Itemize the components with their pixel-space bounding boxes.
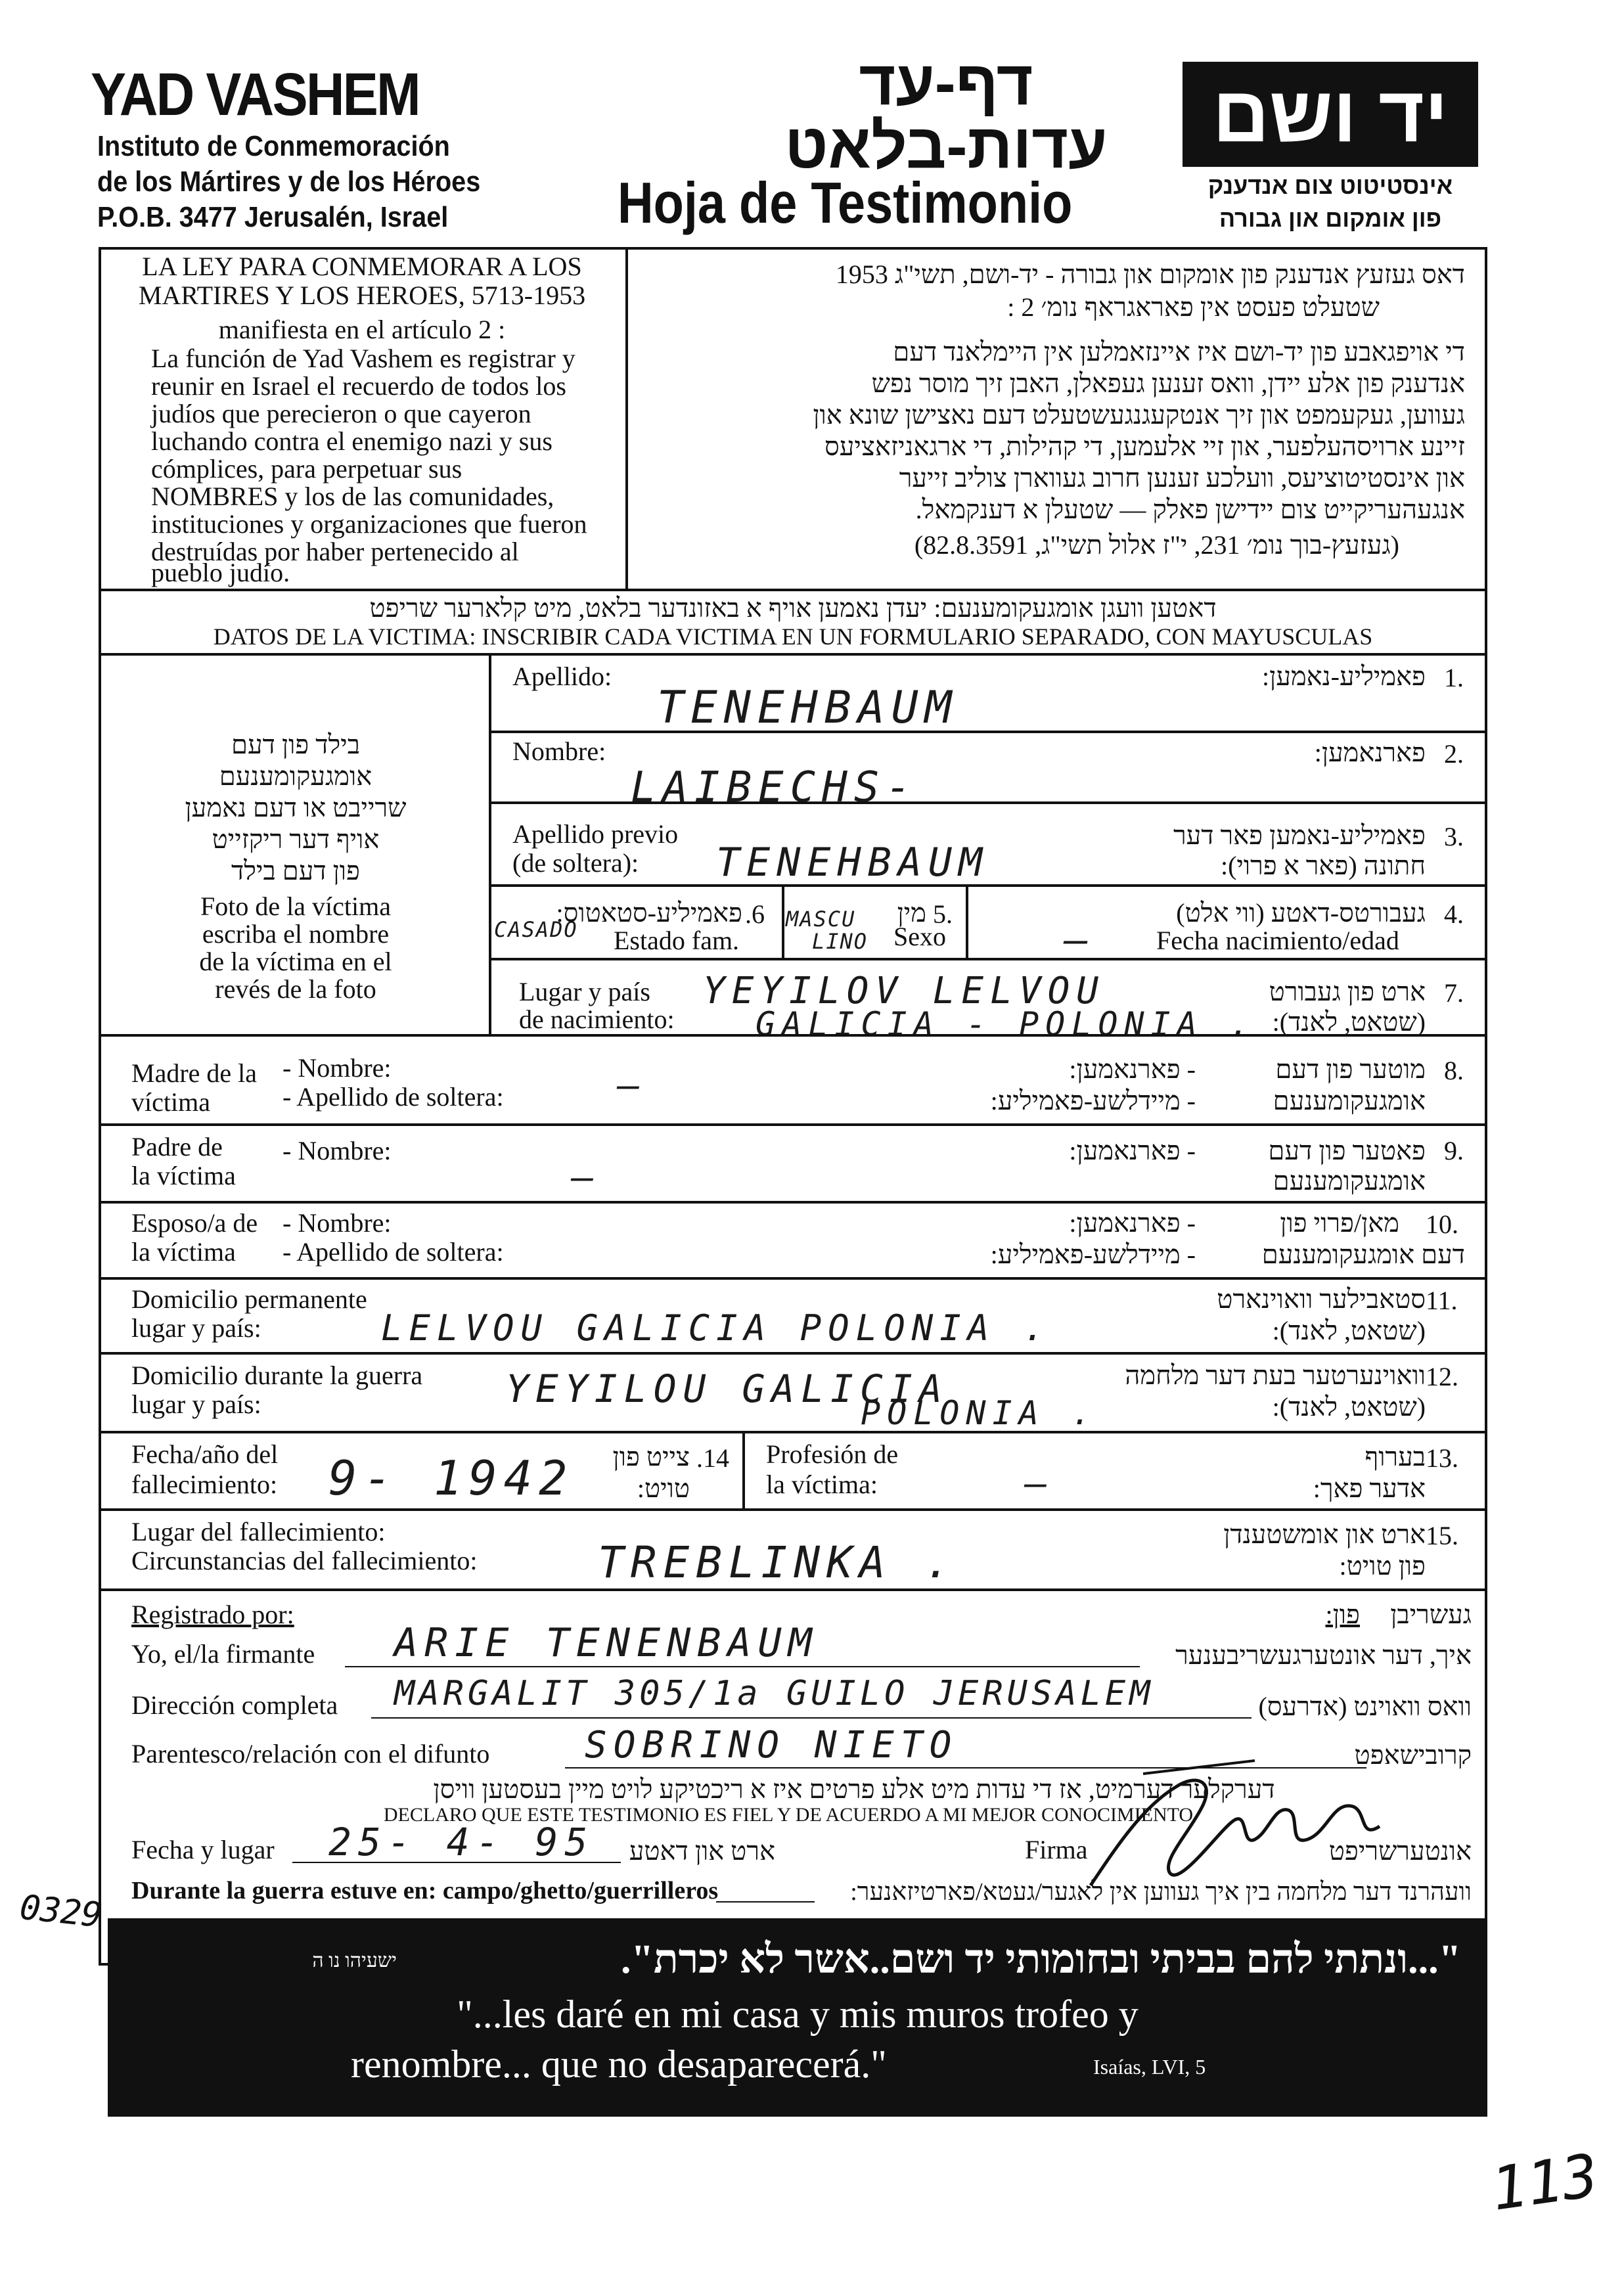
field-9-number: 9. [1444, 1136, 1464, 1165]
law-heb-0: דאס געזעץ אנדענק פון אומקום און גבורה - יד-ושם, תשי"ג 1953 [835, 259, 1465, 289]
law-heb-4: געווען, געקעמפט און זיך אנטקעגנגעשטעלט דעם נאצישן שונא און [813, 400, 1465, 430]
field-1-heb: פאמיליע-נאמען: [1262, 662, 1426, 691]
date-value[interactable]: 25- 4- 95 [328, 1820, 595, 1864]
footer-es-line-1: "...les daré en mi casa y mis muros trofeo y [457, 1993, 1139, 2036]
law-body-2: judíos que perecieron o que cayeron [151, 399, 531, 428]
field-15-heb-2: פון טויט: [1339, 1551, 1426, 1581]
field-7-heb-2: (שטאט, לאנד): [1272, 1007, 1426, 1037]
field-6-number: .6 [745, 899, 765, 929]
footer-heb-ref: ישעיהו נו ה [312, 1950, 397, 1971]
address-value[interactable]: MARGALIT 305/1a GUILO JERUSALEM [394, 1674, 1154, 1713]
law-heb-7: אנגעהעריקייט צום יידישן פאלק — שטעלן א דענקמאל. [915, 495, 1465, 524]
photo-heb-0: בילד פון דעם [231, 730, 360, 759]
row-line-8 [99, 1123, 1487, 1126]
field-5-label: Sexo [893, 922, 946, 951]
law-bottom-line [99, 589, 1487, 591]
law-divider [625, 247, 628, 590]
field-8-number: 8. [1444, 1056, 1464, 1085]
field-11-heb-1: סטאבילער וואוינארט [1217, 1284, 1426, 1314]
field-7-label-1: Lugar y país [519, 977, 650, 1006]
law-heb-5: זיינע ארויסהעלפער, און זיי אלעמען, די קהילות, די ארגאניזאציעס [824, 432, 1465, 461]
field-10-maiden-label: - Apellido de soltera: [282, 1237, 504, 1267]
field-9-heb-name: - פארנאמען: [1069, 1136, 1196, 1165]
field-5-divider [966, 884, 968, 958]
field-8-heb-2: אומגעקומענעם [1273, 1086, 1426, 1115]
row-line-4 [489, 958, 1487, 960]
war-underline [716, 1901, 815, 1903]
field-9-name-label: - Nombre: [282, 1136, 392, 1165]
field-4-value[interactable]: — [1064, 917, 1095, 963]
row-line-3 [489, 884, 1487, 887]
field-11-number: 11. [1426, 1286, 1458, 1315]
field-11-heb-2: (שטאט, לאנד): [1272, 1316, 1426, 1345]
field-10-heb-1: מאן/פרוי פון [1280, 1208, 1399, 1238]
law-title-1: LA LEY PARA CONMEMORAR A LOS [142, 252, 582, 281]
field-15-label-1: Lugar del fallecimiento: [131, 1517, 386, 1546]
war-heb: וועהרנד דער מלחמה בין איך געווען אין לאגער/געטא/פארטיזאנער: [850, 1878, 1472, 1906]
heb-org-line-2: פון אומקום און גבורה [1219, 205, 1442, 232]
field-8-heb-1: מוטער פון דעם [1275, 1054, 1426, 1084]
law-body-1: reunir en Israel el recuerdo de todos los [151, 371, 566, 401]
declaration-heb: דערקלער דערמיט, אז די עדות מיט אלע פרטים איז א ריכטיקע לויט מיין בעסטען וויסן [433, 1774, 1275, 1804]
field-5-value-2[interactable]: LINO [812, 929, 868, 954]
field-5-heb: מין [897, 898, 926, 928]
signer-label: Yo, el/la firmante [131, 1639, 315, 1669]
field-10-name-label: - Nombre: [282, 1208, 392, 1238]
law-body-3: luchando contra el enemigo nazi y sus [151, 426, 553, 456]
heb-title-2: עדות-בלאט [784, 111, 1108, 181]
law-title-3: manifiesta en el artículo 2 : [218, 315, 506, 344]
logo-text: יד ושם [1212, 70, 1449, 158]
field-8-label-2: víctima [131, 1087, 210, 1117]
law-body-6: instituciones y organizaciones que fueron [151, 509, 587, 539]
field-6-value[interactable]: CASADO [494, 917, 578, 942]
relation-value[interactable]: SOBRINO NIETO [585, 1724, 959, 1767]
photo-es-0: Foto de la víctima [200, 891, 391, 921]
war-label: Durante la guerra estuve en: campo/ghetto/guerrilleros [131, 1877, 719, 1904]
registered-by-heb-2: געשריבן [1390, 1600, 1472, 1629]
field-14-heb-2: טויט: [637, 1474, 690, 1503]
law-heb-8: (געזעץ-בוך נומ׳ 231, י"ז אלול תשי"ג, 82.8.3591) [914, 530, 1399, 560]
row-line-12 [99, 1431, 1487, 1433]
row-line-2 [489, 801, 1487, 804]
field-10-heb-maiden: - מיידלשע-פאמיליע: [990, 1240, 1196, 1269]
photo-heb-3: אויף דער ריקזייט [212, 824, 380, 854]
field-14-value[interactable]: 9- 1942 [328, 1451, 574, 1506]
address-label: Dirección completa [131, 1690, 338, 1720]
field-3-number: 3. [1444, 822, 1464, 851]
address-heb: וואס וואוינט (אדרעס) [1258, 1692, 1472, 1721]
field-10-label-1: Esposo/a de [131, 1208, 258, 1238]
law-heb-3: אנדענק פון אלע יידן, וואס זענען געפאלן, האבן זיך מוסר נפש [871, 369, 1465, 398]
field-11-value[interactable]: LELVOU GALICIA POLONIA . [381, 1307, 1052, 1349]
photo-es-3: revés de la foto [215, 974, 376, 1004]
org-subtitle-2: de los Mártires y de los Héroes [97, 166, 481, 198]
photo-heb-4: פון דעם בילד [231, 856, 360, 886]
field-9-label-1: Padre de [131, 1132, 223, 1161]
field-10-label-2: la víctima [131, 1237, 236, 1267]
date-heb: ארט און דאטע [629, 1836, 775, 1866]
field-3-heb-1: פאמיליע-נאמען פאר דער [1173, 821, 1426, 850]
yad-vashem-logo [1183, 62, 1478, 167]
signature-heb: אונטערשריפט [1328, 1836, 1472, 1866]
field-12-heb-2: (שטאט, לאנד): [1272, 1392, 1426, 1422]
field-3-heb-2: חתונה (פאר א פרוי): [1220, 851, 1426, 880]
heb-org-line-1: אינסטיטוט צום אנדענק [1207, 172, 1453, 199]
relation-label: Parentesco/relación con el difunto [131, 1739, 490, 1768]
field-6-divider [782, 884, 784, 958]
heb-title-1: דף-עד [859, 48, 1033, 118]
signature-label: Firma [1025, 1835, 1088, 1864]
law-body-4: cómplices, para perpetuar sus [151, 454, 462, 484]
field-3-label-2: (de soltera): [512, 848, 639, 878]
org-subtitle-1: Instituto de Conmemoración [97, 130, 450, 162]
field-15-number: 15. [1426, 1521, 1458, 1550]
field-8-maiden-label: - Apellido de soltera: [282, 1082, 504, 1112]
photo-es-1: escriba el nombre [202, 919, 390, 949]
signer-underline [345, 1666, 1140, 1667]
row-line-11 [99, 1352, 1487, 1355]
law-heb-1: שטעלט פעסט אין פאראגראף נומ׳ 2 : [1007, 292, 1380, 322]
law-heb-2: די אויפגאבע פון יד-ושם איז איינזאמלען אין היימלאנד דעם [893, 337, 1465, 367]
margin-number-left: 0329 [18, 1887, 104, 1936]
footer-heb-quote: "...ונתתי להם בביתי ובחומותי יד ושם..אשר לא יכרת". [621, 1937, 1461, 1982]
footer-es-line-2: renombre... que no desaparecerá." [351, 2042, 887, 2086]
declaration-es: DECLARO QUE ESTE TESTIMONIO ES FIEL Y DE ACUERDO A MI MEJOR CONOCIMIENTO [383, 1804, 1194, 1826]
law-title-2: MARTIRES Y LOS HEROES, 5713-1953 [138, 281, 586, 310]
date-label: Fecha y lugar [131, 1835, 275, 1864]
field-2-heb: פארנאמען: [1314, 738, 1426, 767]
field-15-label-2: Circunstancias del fallecimiento: [131, 1546, 478, 1575]
field-12-label-1: Domicilio durante la guerra [131, 1361, 423, 1390]
field-13-label-2: la víctima: [766, 1470, 878, 1499]
field-9-value[interactable]: — [572, 1156, 600, 1199]
footer-es-ref: Isaías, LVI, 5 [1093, 2055, 1206, 2079]
field-14-divider [742, 1431, 745, 1508]
field-4-number: 4. [1444, 899, 1464, 929]
row-line-1 [489, 731, 1487, 733]
field-10-heb-name: - פארנאמען: [1069, 1208, 1196, 1238]
field-9-heb-2: אומגעקומענעם [1273, 1166, 1426, 1196]
field-13-heb-1: בערוף [1365, 1442, 1426, 1472]
registered-by-label: Registrado por: [131, 1600, 294, 1629]
field-5-number: 5. [933, 899, 953, 929]
field-2-label: Nombre: [512, 736, 606, 766]
field-12-heb-1: וואוינערטער בעת דער מלחמה [1125, 1361, 1426, 1390]
field-12-value-1[interactable]: YEYILOU GALICIA [506, 1366, 949, 1411]
field-1-number: 1. [1444, 663, 1464, 692]
field-13-heb-2: אדער פאך: [1313, 1474, 1426, 1503]
org-address: P.O.B. 3477 Jerusalén, Israel [97, 201, 449, 233]
field-8-heb-name: - פארנאמען: [1069, 1054, 1196, 1084]
field-8-name-label: - Nombre: [282, 1053, 392, 1083]
field-11-label-2: lugar y país: [131, 1313, 261, 1343]
field-8-value[interactable]: — [618, 1064, 646, 1107]
field-7-label-2: de nacimiento: [519, 1004, 675, 1034]
victim-header-heb: דאטען וועגן אומגעקומענעם: יעדן נאמען אויף א באזונדער בלאט, מיט קלארער שריפט [369, 593, 1217, 623]
field-2-value[interactable]: LAIBECHS- [631, 763, 918, 812]
row-line-5 [99, 1034, 1487, 1037]
field-3-value[interactable]: TENEHBAUM [716, 840, 989, 886]
field-7-heb-1: ארט פון געבורט [1269, 977, 1426, 1006]
field-6-heb: פאמיליע-סטאטוס: [556, 898, 742, 928]
photo-es-2: de la víctima en el [199, 947, 392, 976]
photo-divider [489, 653, 491, 1034]
law-body-0: La función de Yad Vashem es registrar y [151, 344, 575, 373]
field-6-label: Estado fam. [614, 926, 740, 955]
field-14-number: .14 [696, 1443, 729, 1473]
form-title: Hoja de Testimonio [618, 170, 1073, 235]
photo-heb-1: אומגעקומענעם [219, 761, 372, 791]
law-body-7: destruídas por haber pertenecido al [151, 537, 519, 566]
victim-header-es: DATOS DE LA VICTIMA: INSCRIBIR CADA VICTIMA EN UN FORMULARIO SEPARADO, CON MAYUSCULAS [213, 623, 1373, 650]
field-7-value-1[interactable]: YEYILOV LELVOU [703, 970, 1106, 1012]
signer-heb: איך, דער אונטערגעשריבענער [1175, 1640, 1472, 1670]
field-12-label-2: lugar y país: [131, 1389, 261, 1419]
org-name: YAD VASHEM [91, 61, 419, 128]
field-2-number: 2. [1444, 739, 1464, 769]
law-heb-6: און אינסטיטוציעס, וועלכע זענען חרוב געווארן צוליב זייער [899, 463, 1465, 493]
field-13-value[interactable]: — [1025, 1462, 1054, 1505]
field-1-label: Apellido: [512, 662, 612, 691]
photo-heb-2: שרייבט או דעם נאמען [185, 793, 407, 822]
field-5-value-1[interactable]: MASCU [786, 907, 856, 932]
signer-value[interactable]: ARIE TENENBAUM [394, 1620, 819, 1666]
field-3-label-1: Apellido previo [512, 819, 679, 849]
field-10-heb-2: דעם אומגעקומענעם [1261, 1240, 1465, 1269]
field-8-label-1: Madre de la [131, 1058, 258, 1088]
field-4-label: Fecha nacimiento/edad [1156, 926, 1399, 955]
field-13-label-1: Profesión de [766, 1439, 899, 1469]
field-9-heb-1: פאטער פון דעם [1268, 1136, 1426, 1165]
margin-number-right: 113 [1487, 2141, 1603, 2224]
law-body-8: pueblo judío. [151, 558, 290, 587]
registered-by-heb: פון: [1325, 1600, 1360, 1629]
footer-banner [108, 1918, 1487, 2117]
field-14-label-2: fallecimiento: [131, 1470, 278, 1499]
row-line-10 [99, 1277, 1487, 1280]
address-underline [371, 1717, 1252, 1719]
field-14-label-1: Fecha/año del [131, 1439, 279, 1469]
row-line-15 [99, 1588, 1487, 1591]
field-11-label-1: Domicilio permanente [131, 1284, 367, 1314]
victim-header-line [99, 653, 1487, 656]
field-8-heb-maiden: - מיידלשע-פאמיליע: [990, 1086, 1196, 1115]
field-7-number: 7. [1444, 978, 1464, 1008]
row-line-9 [99, 1201, 1487, 1204]
relation-heb: קרובישאפט [1354, 1740, 1472, 1770]
field-9-label-2: la víctima [131, 1161, 236, 1190]
field-7-value-2[interactable]: GALICIA - POLONIA . [756, 1005, 1256, 1043]
law-body-5: NOMBRES y los de las comunidades, [151, 482, 554, 511]
field-12-value-2[interactable]: POLONIA . [861, 1394, 1098, 1432]
field-15-value[interactable]: TREBLINKA . [598, 1537, 958, 1588]
field-15-heb-1: ארט און אומשטענדן [1223, 1520, 1426, 1549]
field-12-number: 12. [1426, 1362, 1458, 1391]
field-13-number: 13. [1426, 1443, 1458, 1473]
field-1-value[interactable]: TENEHBAUM [657, 682, 959, 734]
field-14-heb-1: צייט פון [612, 1442, 690, 1472]
field-10-number: 10. [1426, 1209, 1458, 1239]
field-4-heb: געבורטס-דאטע (ווי אלט) [1176, 898, 1426, 928]
row-line-13 [99, 1508, 1487, 1511]
